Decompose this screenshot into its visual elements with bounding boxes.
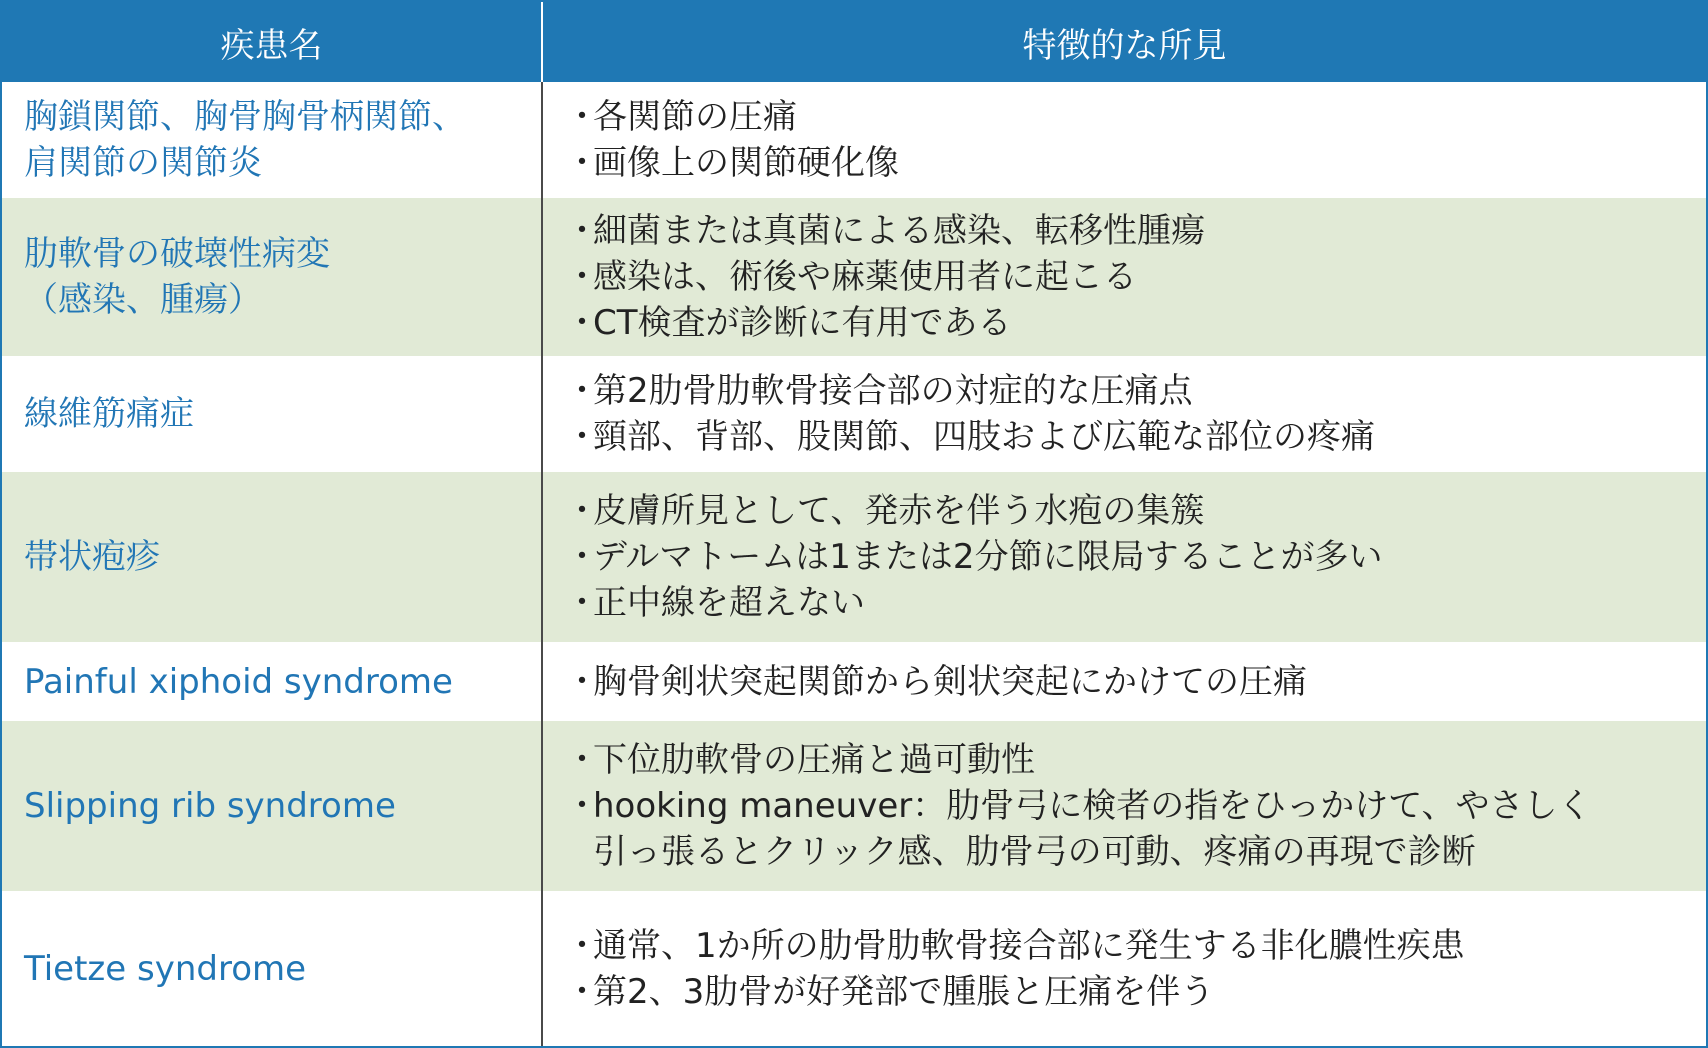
bullet: ・ — [565, 303, 599, 343]
bullet: ・ — [565, 537, 599, 577]
table-row — [2, 721, 1706, 891]
table-row — [2, 356, 1706, 472]
disease-name-line: Slipping rib syndrome — [24, 786, 396, 826]
finding-text: 頸部、背部、股関節、四肢および広範な部位の疼痛 — [593, 417, 1375, 457]
disease-name-line: 肩関節の関節炎 — [24, 143, 262, 183]
finding-text: 第2肋骨肋軟骨接合部の対症的な圧痛点 — [593, 371, 1193, 411]
bullet: ・ — [565, 786, 599, 826]
disease-name-cell — [2, 472, 543, 642]
disease-name-cell — [2, 356, 543, 472]
bullet: ・ — [565, 211, 599, 251]
finding-text: CT検査が診断に有用である — [593, 303, 1012, 343]
table-header — [2, 2, 1706, 82]
disease-name-line: 線維筋痛症 — [24, 394, 194, 434]
finding-text: 胸骨剣状突起関節から剣状突起にかけての圧痛 — [593, 661, 1307, 702]
bullet: ・ — [565, 583, 599, 623]
disease-name-cell — [2, 82, 543, 198]
finding-text: 通常、1か所の肋骨肋軟骨接合部に発生する非化膿性疾患 — [593, 925, 1465, 966]
finding-text: 第2、3肋骨が好発部で腫脹と圧痛を伴う — [593, 971, 1215, 1012]
table-row — [2, 198, 1706, 356]
bullet: ・ — [565, 417, 599, 457]
disease-name-cell — [2, 721, 543, 891]
finding-text: 正中線を超えない — [593, 583, 865, 623]
findings-cell — [543, 721, 1706, 891]
finding-text: 画像上の関節硬化像 — [593, 143, 899, 183]
bullet: ・ — [565, 143, 599, 183]
bullet: ・ — [565, 661, 599, 702]
findings-cell — [543, 642, 1706, 721]
disease-name-line: 肋軟骨の破壊性病変 — [24, 234, 330, 274]
header-findings: 特徴的な所見 — [1022, 25, 1227, 66]
table-row — [2, 472, 1706, 642]
finding-text: デルマトームは1または2分節に限局することが多い — [593, 537, 1383, 577]
bullet: ・ — [565, 740, 599, 780]
finding-text: 感染は、術後や麻薬使用者に起こる — [593, 257, 1137, 297]
disease-name-line: 帯状疱疹 — [24, 537, 160, 577]
header-disease-name: 疾患名 — [2, 2, 543, 82]
table-row — [2, 891, 1706, 1046]
disease-name-line: （感染、腫瘍） — [24, 280, 262, 320]
finding-text: 下位肋軟骨の圧痛と過可動性 — [593, 740, 1035, 780]
disease-name-line: 胸鎖関節、胸骨胸骨柄関節、 — [24, 97, 466, 137]
bullet: ・ — [565, 925, 599, 966]
table-row — [2, 82, 1706, 198]
finding-text: 各関節の圧痛 — [593, 97, 797, 137]
disease-name-cell — [2, 198, 543, 356]
findings-cell — [543, 82, 1706, 198]
finding-continuation: 引っ張るとクリック感、肋骨弓の可動、疼痛の再現で診断 — [593, 832, 1476, 872]
disease-name-cell — [2, 642, 543, 721]
disease-name-cell — [2, 891, 543, 1046]
table-row — [2, 642, 1706, 721]
bullet: ・ — [565, 97, 599, 137]
disease-name-line: Tietze syndrome — [24, 948, 307, 989]
finding-text: 細菌または真菌による感染、転移性腫瘍 — [593, 211, 1205, 251]
finding-text: 皮膚所見として、発赤を伴う水疱の集簇 — [593, 491, 1205, 531]
bullet: ・ — [565, 971, 599, 1012]
finding-text: hooking maneuver：肋骨弓に検者の指をひっかけて、やさしく — [593, 786, 1592, 826]
bullet: ・ — [565, 257, 599, 297]
findings-cell — [543, 472, 1706, 642]
bullet: ・ — [565, 371, 599, 411]
bullet: ・ — [565, 491, 599, 531]
findings-cell — [543, 891, 1706, 1046]
disease-name-line: Painful xiphoid syndrome — [24, 661, 453, 702]
findings-cell — [543, 356, 1706, 472]
findings-cell — [543, 198, 1706, 356]
